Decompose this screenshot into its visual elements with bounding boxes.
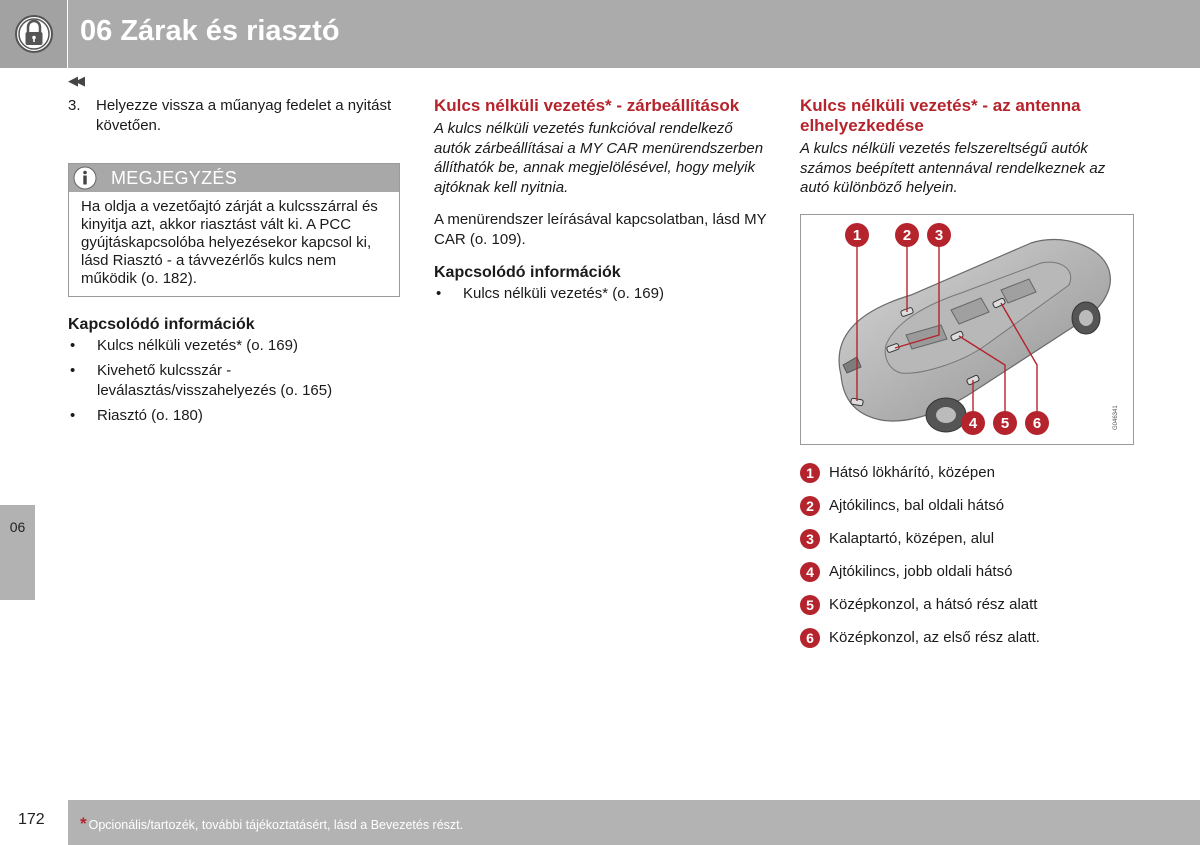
car-illustration xyxy=(801,215,1133,444)
number-badge: 3 xyxy=(800,529,820,549)
column-left xyxy=(68,96,400,426)
number-badge: 2 xyxy=(800,496,820,516)
note-body: Ha oldja a vezetőajtó zárját a kulcsszárral és kinyitja azt, akkor riasztást vált ki. A PCC gyújtáskapcsolóba helyezésekor kapcsol ki, lásd Riasztó - a távvezérlős kulcs nem működik (o. 182). xyxy=(81,198,378,287)
legend-item xyxy=(800,588,1140,621)
back-arrows-icon[interactable]: ◀◀ xyxy=(68,73,82,88)
related-heading: Kapcsolódó információk xyxy=(434,264,621,281)
header-icon-cell xyxy=(0,0,68,68)
section-title: Kulcs nélküli vezetés* - az antenna elhelyezkedése xyxy=(800,96,1081,135)
chapter-tab[interactable] xyxy=(0,505,35,600)
legend-text: Hátsó lökhárító, középen xyxy=(829,464,995,481)
number-badge: 1 xyxy=(800,463,820,483)
section-intro: A kulcs nélküli vezetés felszereltségű autók számos beépített antennával rendelkeznek az autó különböző helyein. xyxy=(800,140,1106,196)
chapter-tab-label: 06 xyxy=(9,519,26,535)
note-box xyxy=(68,163,400,297)
callout-1-label: 1 xyxy=(852,227,862,244)
column-right xyxy=(800,96,1135,198)
number-badge: 6 xyxy=(800,628,820,648)
figure-code: G046341 xyxy=(1113,405,1119,430)
legend-text: Kalaptartó, középen, alul xyxy=(829,530,995,547)
number-badge: 5 xyxy=(800,595,820,615)
related-link[interactable]: • Kivehető kulcsszár - leválasztás/visszahelyezés (o. 165) xyxy=(68,361,400,401)
legend-text: Középkonzol, a hátsó rész alatt xyxy=(829,596,1038,613)
callout-2-label: 2 xyxy=(902,227,912,244)
step-number: 3. xyxy=(68,97,81,114)
legend-item xyxy=(800,621,1140,654)
related-link[interactable]: • Kulcs nélküli vezetés* (o. 169) xyxy=(68,336,400,356)
footnote xyxy=(80,814,463,834)
footnote-text: Opcionális/tartozék, további tájékoztatásért, lásd a Bevezetés részt. xyxy=(88,818,464,832)
note-header xyxy=(69,164,399,192)
related-list xyxy=(68,336,400,426)
step-text: Helyezze vissza a műanyag fedelet a nyitást követően. xyxy=(96,97,392,134)
callout-6-label: 6 xyxy=(1032,415,1042,432)
related-link[interactable]: • Kulcs nélküli vezetés* (o. 169) xyxy=(434,284,769,304)
related-heading: Kapcsolódó információk xyxy=(68,316,255,333)
page-title: 06 Zárak és riasztó xyxy=(80,15,340,47)
page-header xyxy=(0,0,1200,68)
padlock-icon xyxy=(14,14,54,54)
note-title: MEGJEGYZÉS xyxy=(111,168,238,188)
legend-text: Ajtókilincs, jobb oldali hátsó xyxy=(829,563,1013,580)
figure-legend xyxy=(800,456,1140,654)
column-middle xyxy=(434,96,769,304)
number-badge: 4 xyxy=(800,562,820,582)
legend-item xyxy=(800,555,1140,588)
legend-text: Középkonzol, az első rész alatt. xyxy=(829,629,1040,646)
callout-4-label: 4 xyxy=(968,415,978,432)
section-title: Kulcs nélküli vezetés* - zárbeállítások xyxy=(434,96,740,115)
legend-text: Ajtókilincs, bal oldali hátsó xyxy=(829,497,1005,514)
info-icon xyxy=(71,164,99,192)
section-paragraph: A menürendszer leírásával kapcsolatban, lásd MY CAR (o. 109). xyxy=(434,211,767,248)
related-link[interactable]: • Riasztó (o. 180) xyxy=(68,406,400,426)
legend-item xyxy=(800,522,1140,555)
page-number: 172 xyxy=(18,811,45,828)
step-item xyxy=(68,96,400,136)
callout-5-label: 5 xyxy=(1000,415,1010,432)
footnote-star: * xyxy=(80,814,87,833)
callout-3-label: 3 xyxy=(934,227,944,244)
legend-item xyxy=(800,489,1140,522)
legend-item xyxy=(800,456,1140,489)
related-list xyxy=(434,284,769,304)
section-intro: A kulcs nélküli vezetés funkcióval rendelkező autók zárbeállításai a MY CAR menürendszerben állíthatók be, annak megjelölésével, hogy melyik ajtóknak kell nyitnia. xyxy=(434,120,764,196)
antenna-location-figure xyxy=(800,214,1134,445)
